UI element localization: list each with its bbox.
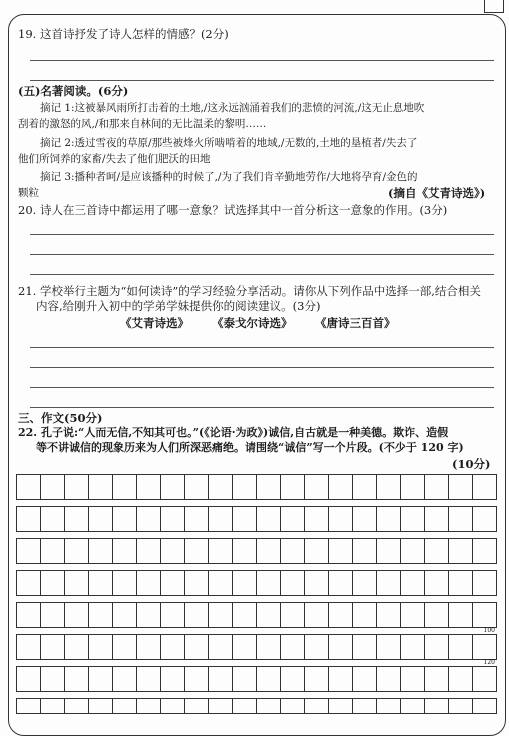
answer-line[interactable] [30,80,494,81]
grid-cell[interactable] [449,699,473,713]
grid-cell[interactable] [113,635,137,659]
grid-cell[interactable] [113,667,137,691]
excerpt-3-line-1: 摘记 3:播种者呵/是应该播种的时候了,/为了我们肯辛勤地劳作/大地将孕育/金色的 [40,171,418,183]
grid-cell[interactable] [473,603,497,627]
grid-cell[interactable] [233,475,257,499]
excerpt-2-line-2: 他们所饲养的家畜/失去了他们肥沃的田地 [18,153,211,165]
grid-cell[interactable] [209,539,233,563]
grid-cell[interactable] [16,571,41,595]
answer-line[interactable] [30,274,494,275]
grid-cell[interactable] [65,539,89,563]
grid-cell[interactable] [161,571,185,595]
grid-row[interactable] [16,570,497,596]
grid-cell[interactable] [137,667,161,691]
grid-cell[interactable] [353,507,377,531]
grid-cell[interactable] [257,699,281,713]
grid-cell[interactable] [449,603,473,627]
grid-cell[interactable] [473,539,497,563]
excerpt-1-line-1: 摘记 1:这被暴风雨所打击着的土地,/这永远汹涌着我们的悲愤的河流,/这无止息地吹 [40,102,425,114]
book-option-1: 《艾青诗选》 [120,316,189,330]
grid-cell[interactable] [257,667,281,691]
book-option-2: 《泰戈尔诗选》 [212,316,293,330]
grid-cell[interactable] [281,539,305,563]
grid-cell[interactable] [401,571,425,595]
grid-cell[interactable] [89,475,113,499]
grid-cell[interactable] [257,603,281,627]
grid-cell[interactable] [161,507,185,531]
grid-cell[interactable] [353,699,377,713]
grid-cell[interactable] [473,571,497,595]
grid-cell[interactable] [473,667,497,691]
grid-cell[interactable] [41,571,65,595]
answer-line[interactable] [30,254,494,255]
grid-cell[interactable] [353,667,377,691]
grid-cell[interactable] [89,667,113,691]
grid-cell[interactable] [281,571,305,595]
grid-cell[interactable] [137,603,161,627]
question-21-line-1: 21. 学校举行主题为“如何读诗”的学习经验分享活动。请你从下列作品中选择一部,结合相关 [18,284,481,298]
grid-cell[interactable] [281,699,305,713]
grid-cell[interactable] [161,603,185,627]
grid-cell[interactable] [401,603,425,627]
grid-cell[interactable] [329,667,353,691]
grid-cell[interactable] [233,507,257,531]
grid-cell[interactable] [425,635,449,659]
grid-cell[interactable] [473,507,497,531]
grid-cell[interactable] [329,603,353,627]
grid-cell[interactable] [113,571,137,595]
grid-cell[interactable] [449,539,473,563]
grid-cell[interactable] [281,667,305,691]
grid-cell[interactable] [16,635,41,659]
grid-cell[interactable] [377,635,401,659]
grid-cell[interactable] [281,475,305,499]
grid-cell[interactable] [449,571,473,595]
grid-cell[interactable] [449,667,473,691]
grid-cell[interactable] [137,539,161,563]
grid-cell[interactable] [425,475,449,499]
grid-cell[interactable] [16,507,41,531]
grid-row[interactable] [16,666,497,692]
grid-cell[interactable] [89,699,113,713]
word-count-mark: 100 [483,627,495,634]
grid-cell[interactable] [425,667,449,691]
grid-cell[interactable] [209,603,233,627]
grid-cell[interactable] [113,475,137,499]
grid-cell[interactable] [41,667,65,691]
grid-cell[interactable] [65,667,89,691]
grid-cell[interactable] [89,539,113,563]
grid-cell[interactable] [16,539,41,563]
grid-cell[interactable] [257,571,281,595]
grid-cell[interactable] [161,699,185,713]
question-22-line-2: 等不讲诚信的现象历来为人们所深恶痛绝。请围绕“诚信”写一个片段。(不少于 120 字) [36,441,464,454]
grid-cell[interactable] [377,539,401,563]
grid-cell[interactable] [329,507,353,531]
grid-cell[interactable] [473,699,497,713]
grid-cell[interactable] [329,571,353,595]
grid-cell[interactable] [185,667,209,691]
grid-cell[interactable] [137,507,161,531]
grid-cell[interactable] [305,475,329,499]
grid-cell[interactable] [305,539,329,563]
grid-cell[interactable] [185,507,209,531]
grid-cell[interactable] [65,603,89,627]
grid-cell[interactable] [401,475,425,499]
grid-cell[interactable] [233,699,257,713]
grid-cell[interactable] [425,699,449,713]
answer-line[interactable] [30,387,494,388]
grid-cell[interactable] [449,635,473,659]
composition-grid[interactable] [16,474,497,712]
answer-line[interactable] [30,367,494,368]
excerpt-3-line-2: 颗粒 [18,187,39,199]
grid-cell[interactable] [329,539,353,563]
grid-cell[interactable] [449,507,473,531]
grid-cell[interactable] [89,571,113,595]
grid-cell[interactable] [401,507,425,531]
grid-cell[interactable] [65,699,89,713]
grid-cell[interactable] [401,699,425,713]
grid-cell[interactable] [353,571,377,595]
grid-cell[interactable] [185,603,209,627]
grid-cell[interactable] [89,635,113,659]
grid-cell[interactable] [233,635,257,659]
grid-cell[interactable] [377,699,401,713]
grid-cell[interactable] [425,571,449,595]
grid-cell[interactable] [401,667,425,691]
grid-cell[interactable] [377,667,401,691]
grid-cell[interactable] [16,699,41,713]
grid-cell[interactable] [185,539,209,563]
grid-cell[interactable] [137,475,161,499]
grid-cell[interactable] [425,507,449,531]
grid-cell[interactable] [209,475,233,499]
grid-cell[interactable] [377,507,401,531]
grid-cell[interactable] [16,475,41,499]
excerpt-source: (摘自《艾青诗选》) [388,186,486,200]
grid-cell[interactable] [65,507,89,531]
grid-cell[interactable] [353,475,377,499]
grid-cell[interactable] [16,667,41,691]
grid-cell[interactable] [41,635,65,659]
grid-cell[interactable] [65,571,89,595]
grid-cell[interactable] [281,635,305,659]
grid-cell[interactable] [41,539,65,563]
grid-cell[interactable] [305,699,329,713]
grid-cell[interactable] [209,571,233,595]
grid-cell[interactable] [353,603,377,627]
grid-cell[interactable] [305,635,329,659]
grid-cell[interactable] [353,635,377,659]
grid-cell[interactable] [89,603,113,627]
grid-cell[interactable] [185,475,209,499]
grid-cell[interactable] [161,539,185,563]
grid-cell[interactable] [233,667,257,691]
grid-cell[interactable] [425,539,449,563]
grid-cell[interactable] [41,699,65,713]
grid-row[interactable] [16,634,497,660]
grid-cell[interactable] [209,699,233,713]
question-22-score: (10分) [452,457,491,471]
grid-cell[interactable] [41,507,65,531]
grid-cell[interactable] [41,475,65,499]
grid-cell[interactable] [137,635,161,659]
grid-cell[interactable] [473,475,497,499]
grid-row[interactable] [16,538,497,564]
grid-row[interactable] [16,506,497,532]
grid-cell[interactable] [65,635,89,659]
grid-cell[interactable] [257,475,281,499]
excerpt-1-line-2: 刮着的激怒的风,/和那来自林间的无比温柔的黎明…… [18,118,267,130]
grid-cell[interactable] [425,603,449,627]
grid-cell[interactable] [161,667,185,691]
question-19: 19. 这首诗抒发了诗人怎样的情感？(2分) [18,27,229,41]
word-count-mark: 120 [483,659,495,666]
grid-row[interactable] [16,602,497,628]
grid-cell[interactable] [113,507,137,531]
grid-cell[interactable] [473,635,497,659]
grid-cell[interactable] [233,603,257,627]
answer-line[interactable] [30,407,494,408]
grid-cell[interactable] [113,699,137,713]
grid-cell[interactable] [209,667,233,691]
grid-cell[interactable] [305,603,329,627]
grid-cell[interactable] [185,699,209,713]
grid-cell[interactable] [401,539,425,563]
excerpt-2-line-1: 摘记 2:透过雪夜的草原/那些被烽火所啮啃着的地域,/无数的,土地的垦植者/失去了 [40,137,418,149]
grid-cell[interactable] [137,571,161,595]
grid-cell[interactable] [257,507,281,531]
grid-cell[interactable] [209,635,233,659]
grid-cell[interactable] [353,539,377,563]
grid-cell[interactable] [329,475,353,499]
grid-cell[interactable] [16,603,41,627]
grid-cell[interactable] [257,539,281,563]
grid-cell[interactable] [305,667,329,691]
grid-cell[interactable] [377,603,401,627]
grid-cell[interactable] [161,475,185,499]
grid-cell[interactable] [113,603,137,627]
grid-cell[interactable] [185,635,209,659]
grid-cell[interactable] [65,475,89,499]
grid-cell[interactable] [113,539,137,563]
question-21-line-2: 内容,给刚升入初中的学弟学妹提供你的阅读建议。(3分) [36,299,321,313]
grid-cell[interactable] [257,635,281,659]
grid-cell[interactable] [161,635,185,659]
grid-cell[interactable] [281,507,305,531]
grid-cell[interactable] [209,507,233,531]
grid-row[interactable] [16,474,497,500]
question-22-line-1: 22. 孔子说:“人而无信,不知其可也。”(《论语·为政》)诚信,自古就是一种美德。欺诈、造假 [18,426,449,439]
grid-cell[interactable] [329,635,353,659]
section-5-title: (五)名著阅读。(6分) [18,84,129,98]
grid-cell[interactable] [233,571,257,595]
grid-cell[interactable] [281,603,305,627]
grid-cell[interactable] [305,507,329,531]
grid-cell[interactable] [329,699,353,713]
answer-line[interactable] [30,234,494,235]
grid-cell[interactable] [41,603,65,627]
grid-cell[interactable] [449,475,473,499]
grid-cell[interactable] [305,571,329,595]
question-20: 20. 诗人在三首诗中都运用了哪一意象？试选择其中一首分析这一意象的作用。(3分) [18,203,448,217]
grid-cell[interactable] [377,475,401,499]
grid-cell[interactable] [401,635,425,659]
grid-cell[interactable] [233,539,257,563]
grid-cell[interactable] [185,571,209,595]
corner-tab [484,0,504,13]
grid-cell[interactable] [89,507,113,531]
book-option-3: 《唐诗三百首》 [315,316,396,330]
answer-line[interactable] [30,347,494,348]
grid-cell[interactable] [377,571,401,595]
section-3-title: 三、作文(50分) [18,411,103,425]
answer-line[interactable] [30,60,494,61]
grid-cell[interactable] [137,699,161,713]
